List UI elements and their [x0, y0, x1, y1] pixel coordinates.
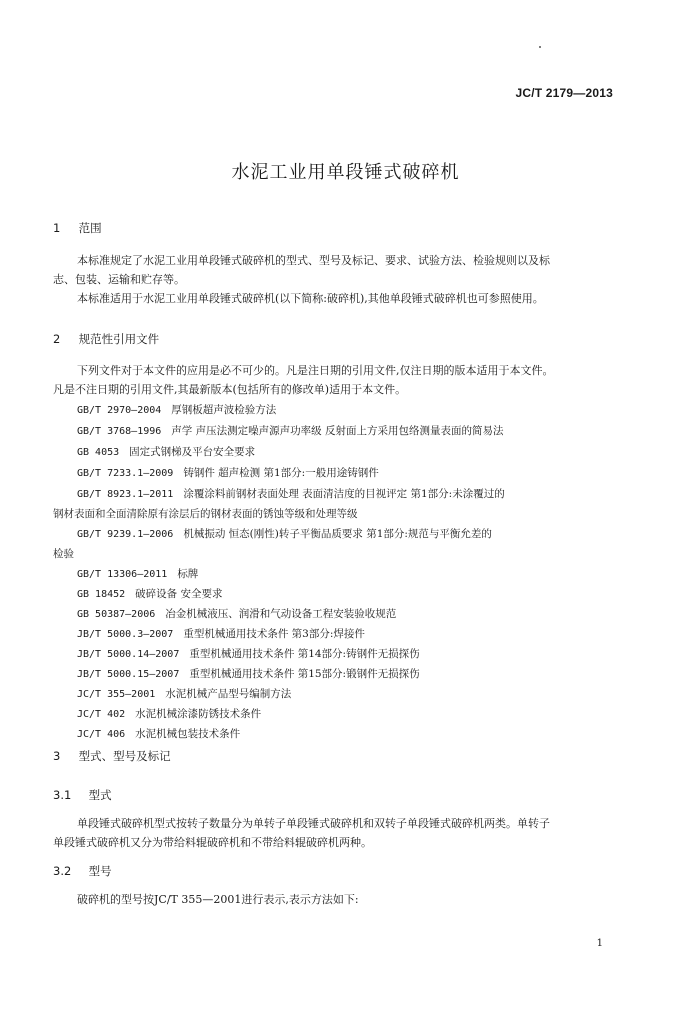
reference-item-continuation [53, 506, 358, 521]
reference-code: GB/T 8923.1—2011 [77, 489, 174, 500]
reference-item [53, 566, 198, 581]
paragraph-line: 单段锤式破碎机型式按转子数量分为单转子单段锤式破碎机和双转子单段锤式破碎机两类。单转子 [77, 817, 550, 830]
section-title: 型式、型号及标记 [78, 749, 171, 763]
reference-code: GB 18452 [77, 589, 126, 600]
section-2-heading [53, 331, 159, 347]
reference-item [53, 706, 261, 721]
section-3-2-heading [53, 863, 112, 879]
reference-title: 涂覆涂料前钢材表面处理 表面清洁度的目视评定 第1部分:未涂覆过的 [183, 488, 505, 500]
reference-item [53, 686, 291, 701]
reference-title: 钢材表面和全面清除原有涂层后的钢材表面的锈蚀等级和处理等级 [53, 508, 358, 520]
standard-code: JC/T 2179—2013 [515, 86, 613, 100]
reference-code: GB/T 7233.1—2009 [77, 468, 174, 479]
reference-item-continuation [53, 546, 74, 561]
reference-title: 冶金机械液压、润滑和气动设备工程安装验收规范 [165, 608, 397, 620]
section-number: 2 [53, 332, 61, 346]
reference-item [53, 726, 240, 741]
reference-title: 破碎设备 安全要求 [135, 588, 223, 600]
reference-code: JB/T 5000.14—2007 [77, 649, 180, 660]
section-2-intro-paragraph [53, 361, 615, 399]
paragraph-line: 破碎机的型号按JC/T 355—2001进行表示,表示方法如下: [77, 893, 359, 906]
reference-code: GB/T 9239.1—2006 [77, 529, 174, 540]
reference-item [53, 423, 503, 438]
reference-code: JC/T 406 [77, 729, 126, 740]
reference-code: GB 50387—2006 [77, 609, 156, 620]
reference-code: JB/T 5000.3—2007 [77, 629, 174, 640]
reference-title: 声学 声压法测定噪声源声功率级 反射面上方采用包络测量表面的简易法 [171, 425, 504, 437]
section-3-2-paragraph [53, 890, 615, 909]
section-title: 型式 [88, 788, 112, 802]
reference-title: 水泥机械产品型号编制方法 [165, 688, 292, 700]
section-1-heading [53, 220, 102, 236]
reference-code: GB/T 13306—2011 [77, 569, 168, 580]
paragraph-line: 本标准适用于水泥工业用单段锤式破碎机(以下简称:破碎机),其他单段锤式破碎机也可参照使用。 [77, 292, 544, 305]
section-number: 3.2 [53, 864, 72, 878]
paragraph-line: 凡是不注日期的引用文件,其最新版本(包括所有的修改单)适用于本文件。 [53, 383, 407, 396]
reference-item [53, 606, 396, 621]
reference-code: GB 4053 [77, 447, 120, 458]
paragraph-line: 下列文件对于本文件的应用是必不可少的。凡是注日期的引用文件,仅注日期的版本适用于本文件。 [77, 364, 554, 377]
reference-code: JC/T 402 [77, 709, 126, 720]
reference-code: GB/T 3768—1996 [77, 426, 162, 437]
paragraph-line: 单段锤式破碎机又分为带给料辊破碎机和不带给料辊破碎机两种。 [53, 836, 372, 849]
reference-item [53, 646, 420, 661]
section-number: 3.1 [53, 788, 72, 802]
section-title: 范围 [78, 221, 102, 235]
section-1-scope-paragraph [53, 251, 615, 308]
reference-item [53, 666, 420, 681]
reference-title: 检验 [53, 548, 74, 560]
reference-code: GB/T 2970—2004 [77, 405, 162, 416]
reference-title: 标牌 [177, 568, 199, 580]
section-title: 规范性引用文件 [78, 332, 160, 346]
page-number: 1 [596, 938, 603, 949]
reference-title: 固定式钢梯及平台安全要求 [129, 446, 256, 458]
reference-title: 重型机械通用技术条件 第3部分:焊接件 [183, 628, 365, 640]
section-3-1-heading [53, 787, 112, 803]
scan-speck [539, 46, 541, 48]
paragraph-line: 本标准规定了水泥工业用单段锤式破碎机的型式、型号及标记、要求、试验方法、检验规则以及标 [77, 254, 550, 267]
section-3-heading [53, 748, 171, 764]
section-number: 3 [53, 749, 61, 763]
reference-code: JB/T 5000.15—2007 [77, 669, 180, 680]
reference-title: 铸钢件 超声检测 第1部分:一般用途铸钢件 [183, 467, 379, 479]
section-number: 1 [53, 221, 61, 235]
section-title: 型号 [88, 864, 112, 878]
reference-item [53, 526, 492, 541]
reference-title: 水泥机械包装技术条件 [135, 728, 241, 740]
reference-title: 重型机械通用技术条件 第14部分:铸钢件无损探伤 [189, 648, 420, 660]
reference-title: 厚钢板超声波检验方法 [171, 404, 277, 416]
reference-item [53, 486, 505, 501]
reference-code: JC/T 355—2001 [77, 689, 156, 700]
paragraph-line: 志、包装、运输和贮存等。 [53, 273, 185, 286]
reference-item [53, 444, 255, 459]
reference-item [53, 626, 365, 641]
reference-item [53, 465, 379, 480]
reference-item [53, 402, 276, 417]
document-title: 水泥工业用单段锤式破碎机 [231, 162, 460, 183]
reference-title: 重型机械通用技术条件 第15部分:锻钢件无损探伤 [189, 668, 420, 680]
reference-item [53, 586, 223, 601]
section-3-1-paragraph [53, 814, 615, 852]
reference-title: 机械振动 恒态(刚性)转子平衡品质要求 第1部分:规范与平衡允差的 [183, 528, 492, 540]
reference-title: 水泥机械涂漆防锈技术条件 [135, 708, 262, 720]
